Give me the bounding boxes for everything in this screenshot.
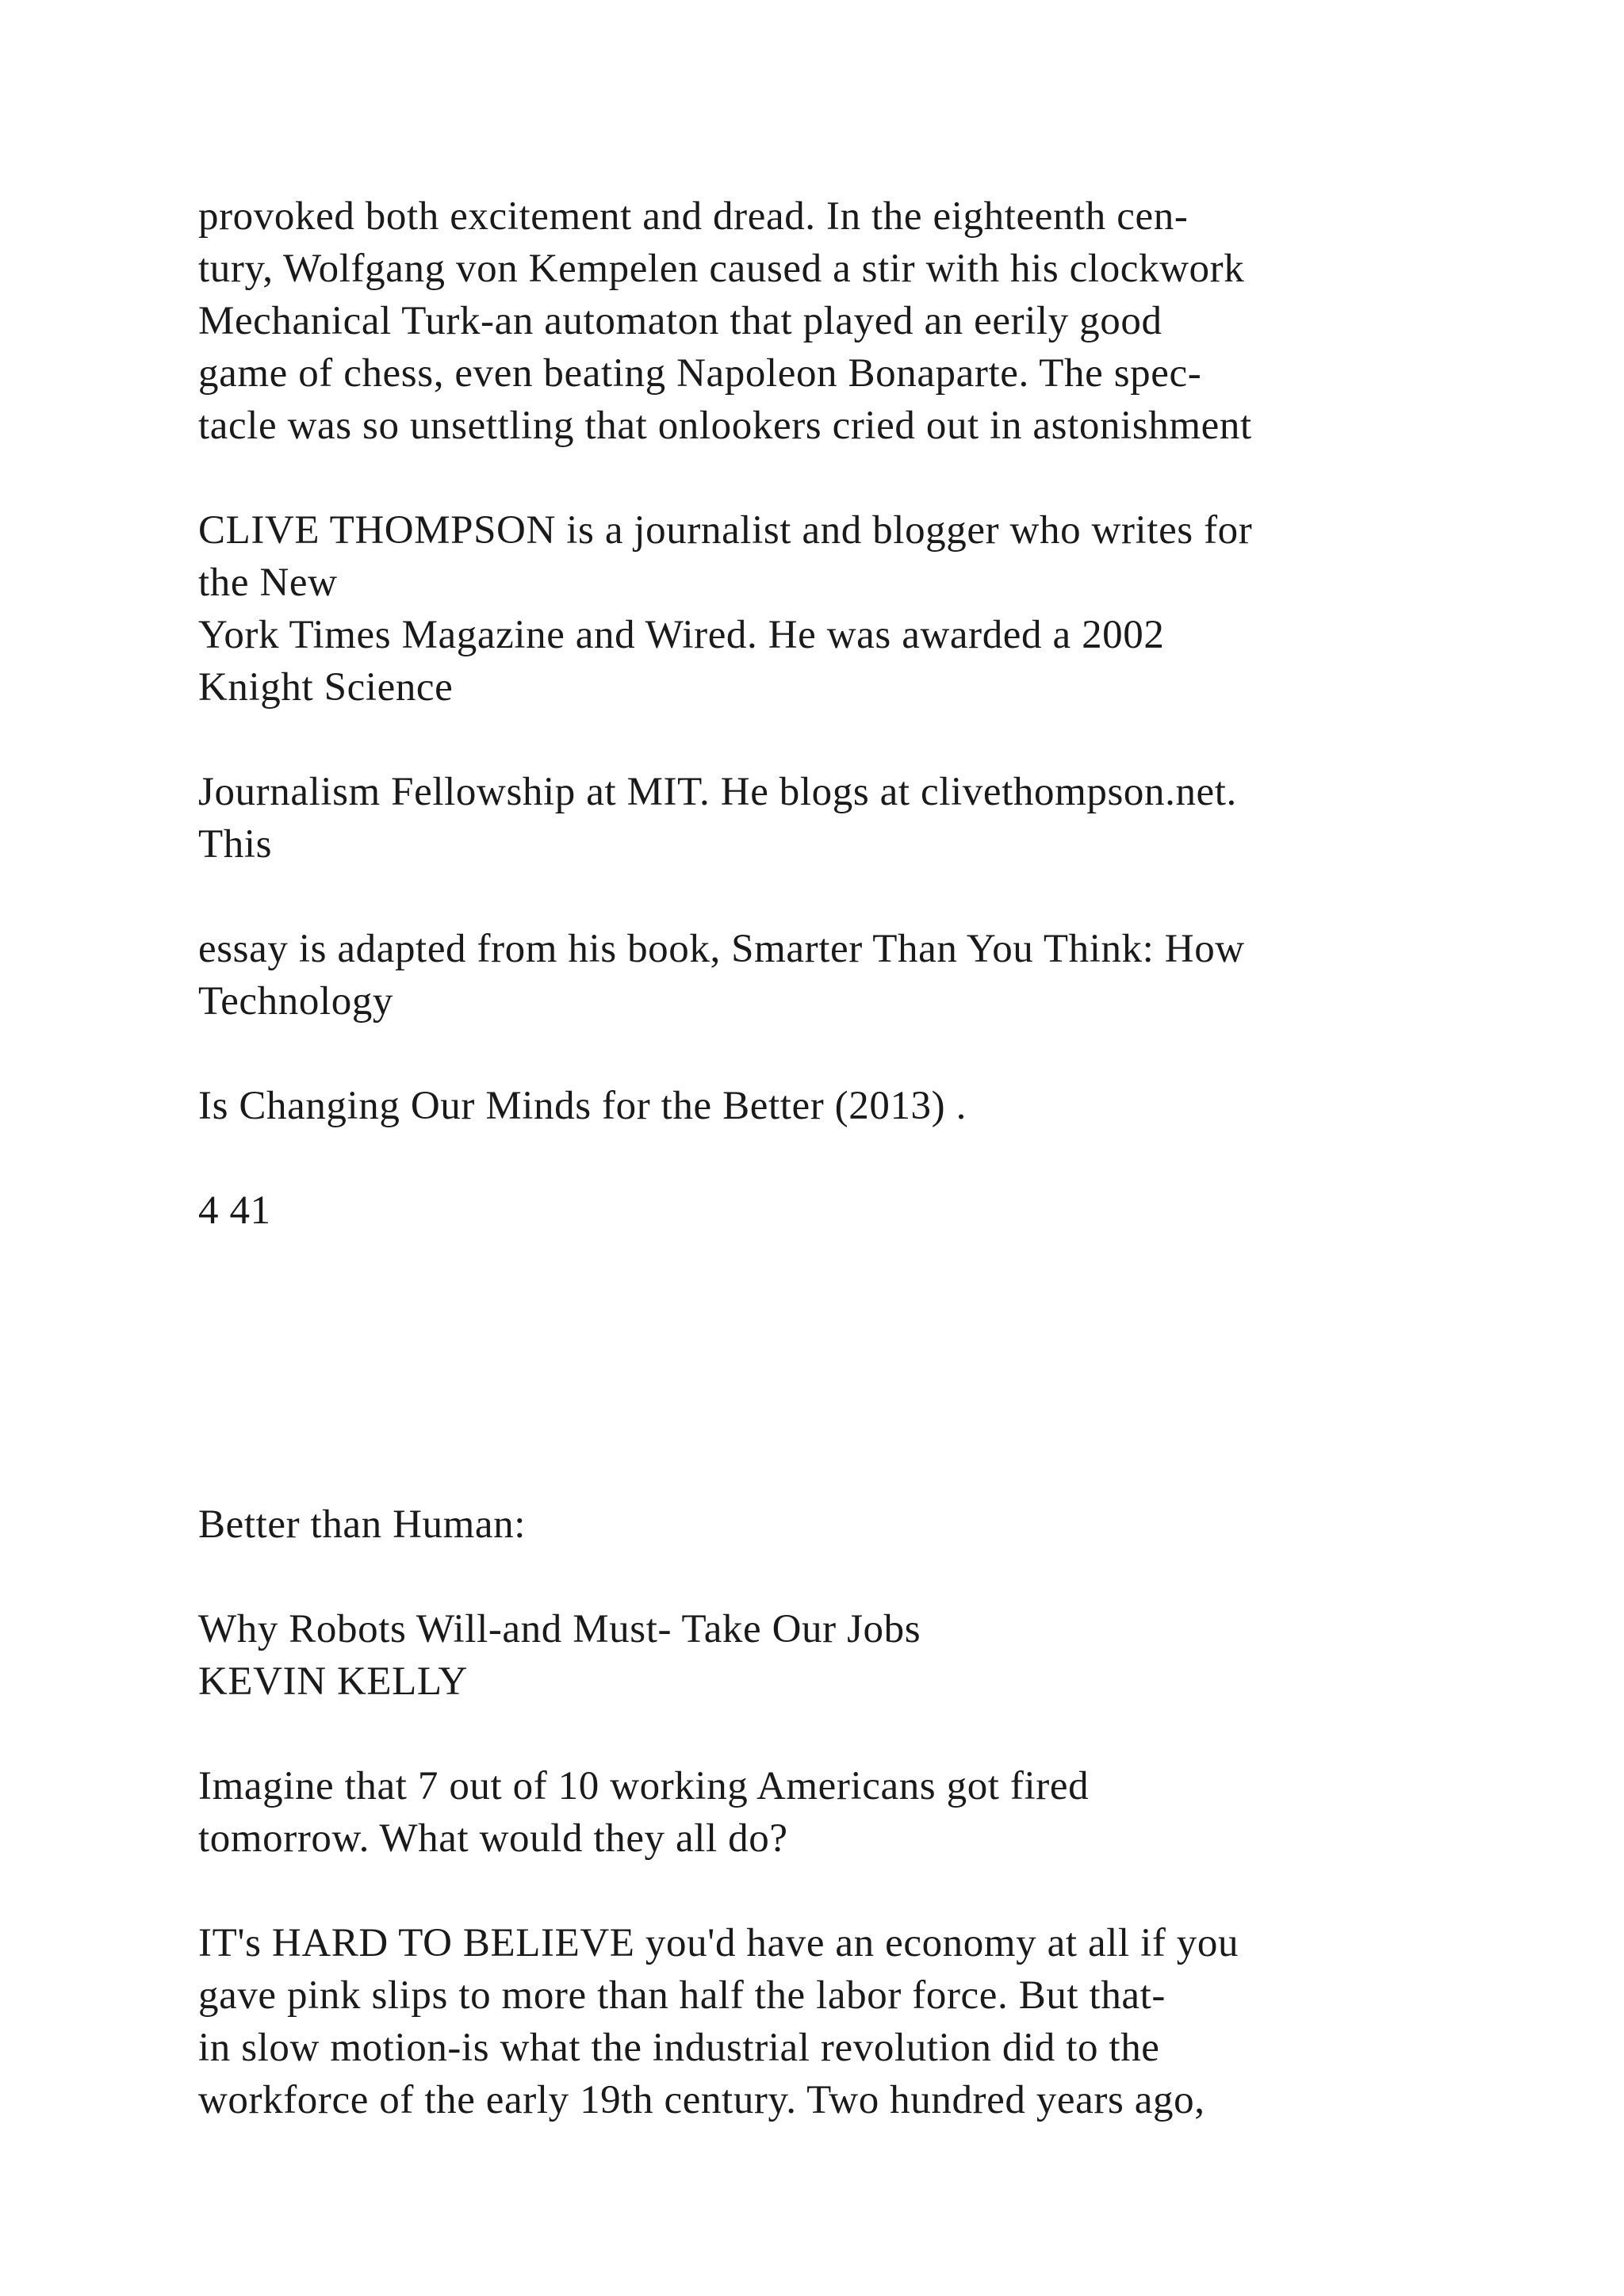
- text-line: CLIVE THOMPSON is a journalist and blogger who writes for: [198, 508, 1253, 553]
- text-line: York Times Magazine and Wired. He was awarded a 2002: [198, 613, 1165, 657]
- essay-heading: [198, 1498, 1546, 1708]
- text-line: Is Changing Our Minds for the Better (2013) .: [198, 1084, 967, 1128]
- essay-body: [198, 1917, 1546, 2126]
- text-line: workforce of the early 19th century. Two hundred years ago,: [198, 2078, 1205, 2122]
- page-number: 4 41: [198, 1188, 271, 1233]
- text-line: IT's HARD TO BELIEVE you'd have an economy at all if you: [198, 1921, 1239, 1965]
- text-line: provoked both excitement and dread. In the eighteenth cen-: [198, 194, 1189, 239]
- essay-author: KEVIN KELLY: [198, 1659, 468, 1704]
- text-line: the New: [198, 561, 338, 605]
- text-line: Knight Science: [198, 665, 454, 710]
- text-line: in slow motion-is what the industrial revolution did to the: [198, 2026, 1160, 2070]
- text-line: tacle was so unsettling that onlookers cried out in astonishment: [198, 404, 1252, 448]
- text-line: gave pink slips to more than half the labor force. But that-: [198, 1973, 1166, 2018]
- text-line: Mechanical Turk-an automaton that played an eerily good: [198, 299, 1162, 343]
- paragraph-continued: [198, 190, 1546, 452]
- text-line: tomorrow. What would they all do?: [198, 1816, 788, 1861]
- document-text: [198, 190, 1546, 2126]
- text-line: Imagine that 7 out of 10 working Americans got fired: [198, 1764, 1090, 1808]
- text-line: This: [198, 822, 273, 867]
- text-line: game of chess, even beating Napoleon Bonaparte. The spec-: [198, 351, 1202, 396]
- text-line: essay is adapted from his book, Smarter Than You Think: How: [198, 927, 1245, 971]
- author-bio: [198, 504, 1546, 1132]
- text-line: Journalism Fellowship at MIT. He blogs at clivethompson.net.: [198, 770, 1237, 814]
- essay-title-line-1: Better than Human:: [198, 1502, 527, 1547]
- essay-title-line-2: Why Robots Will-and Must- Take Our Jobs: [198, 1607, 921, 1651]
- text-line: Technology: [198, 979, 394, 1024]
- text-line: tury, Wolfgang von Kempelen caused a stir with his clockwork: [198, 247, 1245, 291]
- essay-epigraph: [198, 1760, 1546, 1865]
